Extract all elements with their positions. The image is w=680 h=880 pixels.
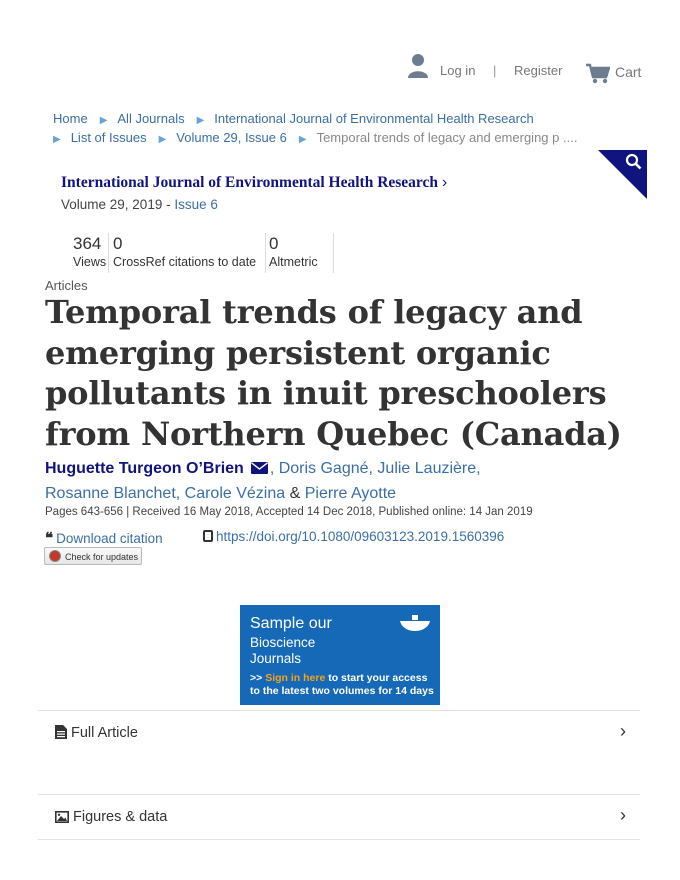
register-link[interactable]: Register <box>514 63 563 78</box>
volume-year: Volume 29, 2019 - <box>61 197 175 212</box>
full-article-header[interactable] <box>55 725 138 741</box>
author-ampersand: & <box>285 484 305 502</box>
doi-link[interactable] <box>203 529 504 544</box>
author-list <box>45 457 645 506</box>
ad-cta-prefix: >> <box>250 672 266 684</box>
check-for-updates-button[interactable] <box>44 547 142 565</box>
breadcrumb-journal[interactable]: International Journal of Environmental Health Research <box>214 111 534 126</box>
volume-line <box>61 197 218 212</box>
journal-title-link[interactable] <box>61 174 447 192</box>
full-article-label: Full Article <box>71 725 138 741</box>
full-article-section[interactable] <box>38 710 640 795</box>
ad-cta <box>250 672 434 697</box>
ad-cta-text: to start your access <box>325 672 428 684</box>
link-icon <box>203 530 213 542</box>
doi-url[interactable]: https://doi.org/10.1080/09603123.2019.1560396 <box>216 529 505 544</box>
views-label: Views <box>73 255 107 269</box>
breadcrumb-arrow-icon: ▶ <box>298 134 307 145</box>
breadcrumb-current: Temporal trends of legacy and emerging p .... <box>316 130 578 145</box>
figures-data-section[interactable] <box>38 794 640 840</box>
user-icon <box>407 53 429 79</box>
cart-icon[interactable] <box>586 63 610 84</box>
nav-separator: | <box>493 63 497 78</box>
login-link[interactable]: Log in <box>440 63 476 78</box>
image-icon <box>55 811 69 823</box>
figures-data-header[interactable] <box>55 809 167 825</box>
download-citation-link[interactable] <box>45 529 163 547</box>
ad-subheading-2: Journals <box>250 651 302 666</box>
author-link[interactable]: , Doris Gagné, Julie Lauzière, <box>269 460 481 477</box>
dish-icon <box>398 613 432 633</box>
issue-link[interactable]: Issue 6 <box>174 197 218 212</box>
altmetric-metric[interactable] <box>269 234 318 269</box>
article-title: Temporal trends of legacy and emerging persistent organic pollutants in inuit preschoolers from Northern Quebec (Canada) <box>45 293 622 453</box>
crossref-metric <box>113 234 256 269</box>
download-citation-label[interactable]: Download citation <box>56 531 163 546</box>
figures-data-label: Figures & data <box>73 809 168 825</box>
ad-subheading-1: Bioscience <box>250 635 316 650</box>
search-icon[interactable] <box>625 153 642 170</box>
document-icon <box>55 725 67 739</box>
ad-sign-in-link[interactable]: Sign in here <box>265 672 326 684</box>
breadcrumb-home[interactable]: Home <box>53 111 88 126</box>
chevron-right-icon[interactable]: › <box>620 805 626 825</box>
author-link[interactable]: Rosanne Blanchet, Carole Vézina <box>45 484 286 502</box>
ad-cta-text-2: to the latest two volumes for 14 days <box>250 684 434 697</box>
journal-title[interactable]: International Journal of Environmental Health Research <box>61 174 439 191</box>
ad-subheading <box>250 635 315 667</box>
altmetric-label: Altmetric <box>269 255 318 269</box>
crossmark-icon <box>49 550 61 562</box>
metric-divider <box>108 233 109 273</box>
metric-divider <box>333 233 334 273</box>
author-link[interactable]: Pierre Ayotte <box>304 484 397 502</box>
breadcrumb-volume-issue[interactable]: Volume 29, Issue 6 <box>176 130 287 145</box>
breadcrumb-arrow-icon: ▶ <box>158 134 167 145</box>
publication-dates: Pages 643-656 | Received 16 May 2018, Accepted 14 Dec 2018, Published online: 14 Jan 2019 <box>45 506 533 518</box>
breadcrumb <box>53 111 534 126</box>
breadcrumb-all-journals[interactable]: All Journals <box>117 111 185 126</box>
article-type-label: Articles <box>45 278 88 293</box>
chevron-right-icon[interactable]: › <box>620 721 626 741</box>
cart-link[interactable]: Cart <box>615 64 642 80</box>
quote-icon: ❝ <box>45 530 54 547</box>
breadcrumb-list-of-issues[interactable]: List of Issues <box>70 130 147 145</box>
altmetric-count: 0 <box>269 234 279 253</box>
envelope-icon[interactable] <box>251 462 268 474</box>
breadcrumb-arrow-icon: ▶ <box>196 115 205 126</box>
breadcrumb-arrow-icon: ▶ <box>53 134 61 145</box>
crossref-count: 0 <box>113 234 123 253</box>
check-for-updates-label: Check for updates <box>65 552 139 562</box>
chevron-right-icon: › <box>442 174 448 191</box>
ad-heading: Sample our <box>250 615 332 632</box>
views-count: 364 <box>73 234 102 253</box>
crossref-label: CrossRef citations to date <box>113 255 257 269</box>
ad-banner[interactable] <box>240 605 440 705</box>
breadcrumb-arrow-icon: ▶ <box>99 115 108 126</box>
views-metric <box>73 234 106 269</box>
breadcrumb-line-2 <box>53 130 577 145</box>
author-link[interactable]: Huguette Turgeon O’Brien <box>45 460 244 477</box>
metric-divider <box>265 233 266 273</box>
